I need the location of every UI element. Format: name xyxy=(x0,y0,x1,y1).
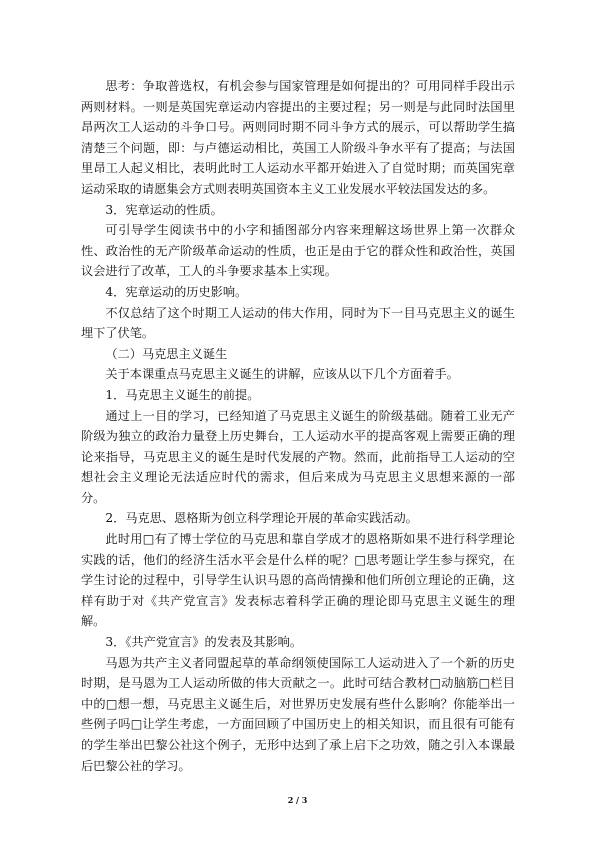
paragraph-communist-manifesto: 马恩为共产主义者同盟起草的革命纲领使国际工人运动进入了一个新的历史时期，是马恩为工人运动所做的伟大贡献之一。此时可结合教材□动脑筋□栏目中的□想一想，马克思主义诞生后，对世界历史发展有些什么影响？你能举出一些例子吗□让学生考虑，一方面回顾了中国历史上的相关知识，而且很有可能有的学生举出巴黎公社这个例子，无形中达到了承上启下之功效，随之引入本课最后巴黎公社的学习。 xyxy=(81,655,515,773)
heading-marxism-premise: 1．马克思主义诞生的前提。 xyxy=(105,387,260,402)
paragraph-chartism-nature: 可引导学生阅读书中的小字和插图部分内容来理解这场世界上第一次群众性、政治性的无产阶级革命运动的性质，也正是由于它的群众性和政治性，英国议会进行了改革，工人的斗争要求基本上实现。 xyxy=(81,223,515,279)
paragraph-chartism-influence: 不仅总结了这个时期工人运动的伟大作用，同时为下一目马克思主义的诞生埋下了伏笔。 xyxy=(81,305,515,341)
paragraph-marxism-intro: 关于本课重点马克思主义诞生的讲解，应该从以下几个方面着手。 xyxy=(105,367,459,382)
paragraph-marxism-premise: 通过上一目的学习，已经知道了马克思主义诞生的阶级基础。随着工业无产阶级为独立的政治力量登上历史舞台，工人运动水平的提高客观上需要正确的理论来指导，马克思主义的诞生是时代发展的产物。然而，此前指导工人运动的空想社会主义理论无法适应时代的需求，但后来成为马克思主义思想来源的一部分。 xyxy=(81,408,515,505)
section-heading-marxism-birth: （二）马克思主义诞生 xyxy=(105,346,228,361)
heading-chartism-influence: 4．宪章运动的历史影响。 xyxy=(105,284,248,299)
heading-revolutionary-practice: 2．马克思、恩格斯为创立科学理论开展的革命实践活动。 xyxy=(105,511,418,526)
heading-communist-manifesto: 3．《共产党宣言》的发表及其影响。 xyxy=(105,635,303,650)
page-number: 2 / 3 xyxy=(287,795,308,805)
paragraph-thinking: 思考：争取普选权，有机会参与国家管理是如何提出的？可用同样手段出示两则材料。一则是英国宪章运动内容提出的主要过程；另一则是与此同时法国里昂两次工人运动的斗争口号。两则同时期不同斗争方式的展示，可以帮助学生搞清楚三个问题，即：与卢德运动相比，英国工人阶级斗争水平有了提高；与法国里昂工人起义相比，表明此时工人运动水平都开始进入了自觉时期；而英国宪章运动采取的请愿集会方式则表明英国资本主义工业发展水平较法国发达的多。 xyxy=(81,79,515,196)
paragraph-revolutionary-practice: 此时用□有了博士学位的马克思和靠自学成才的恩格斯如果不进行科学理论实践的话，他们的经济生活水平会是什么样的呢？□思考题让学生参与探究，在学生讨论的过程中，引导学生认识马恩的高尚情操和他们所创立理论的正确，这样有助于对《共产党宣言》发表标志着科学正确的理论即马克思主义诞生的理解。 xyxy=(81,532,515,629)
heading-chartism-nature: 3．宪章运动的性质。 xyxy=(105,202,223,217)
